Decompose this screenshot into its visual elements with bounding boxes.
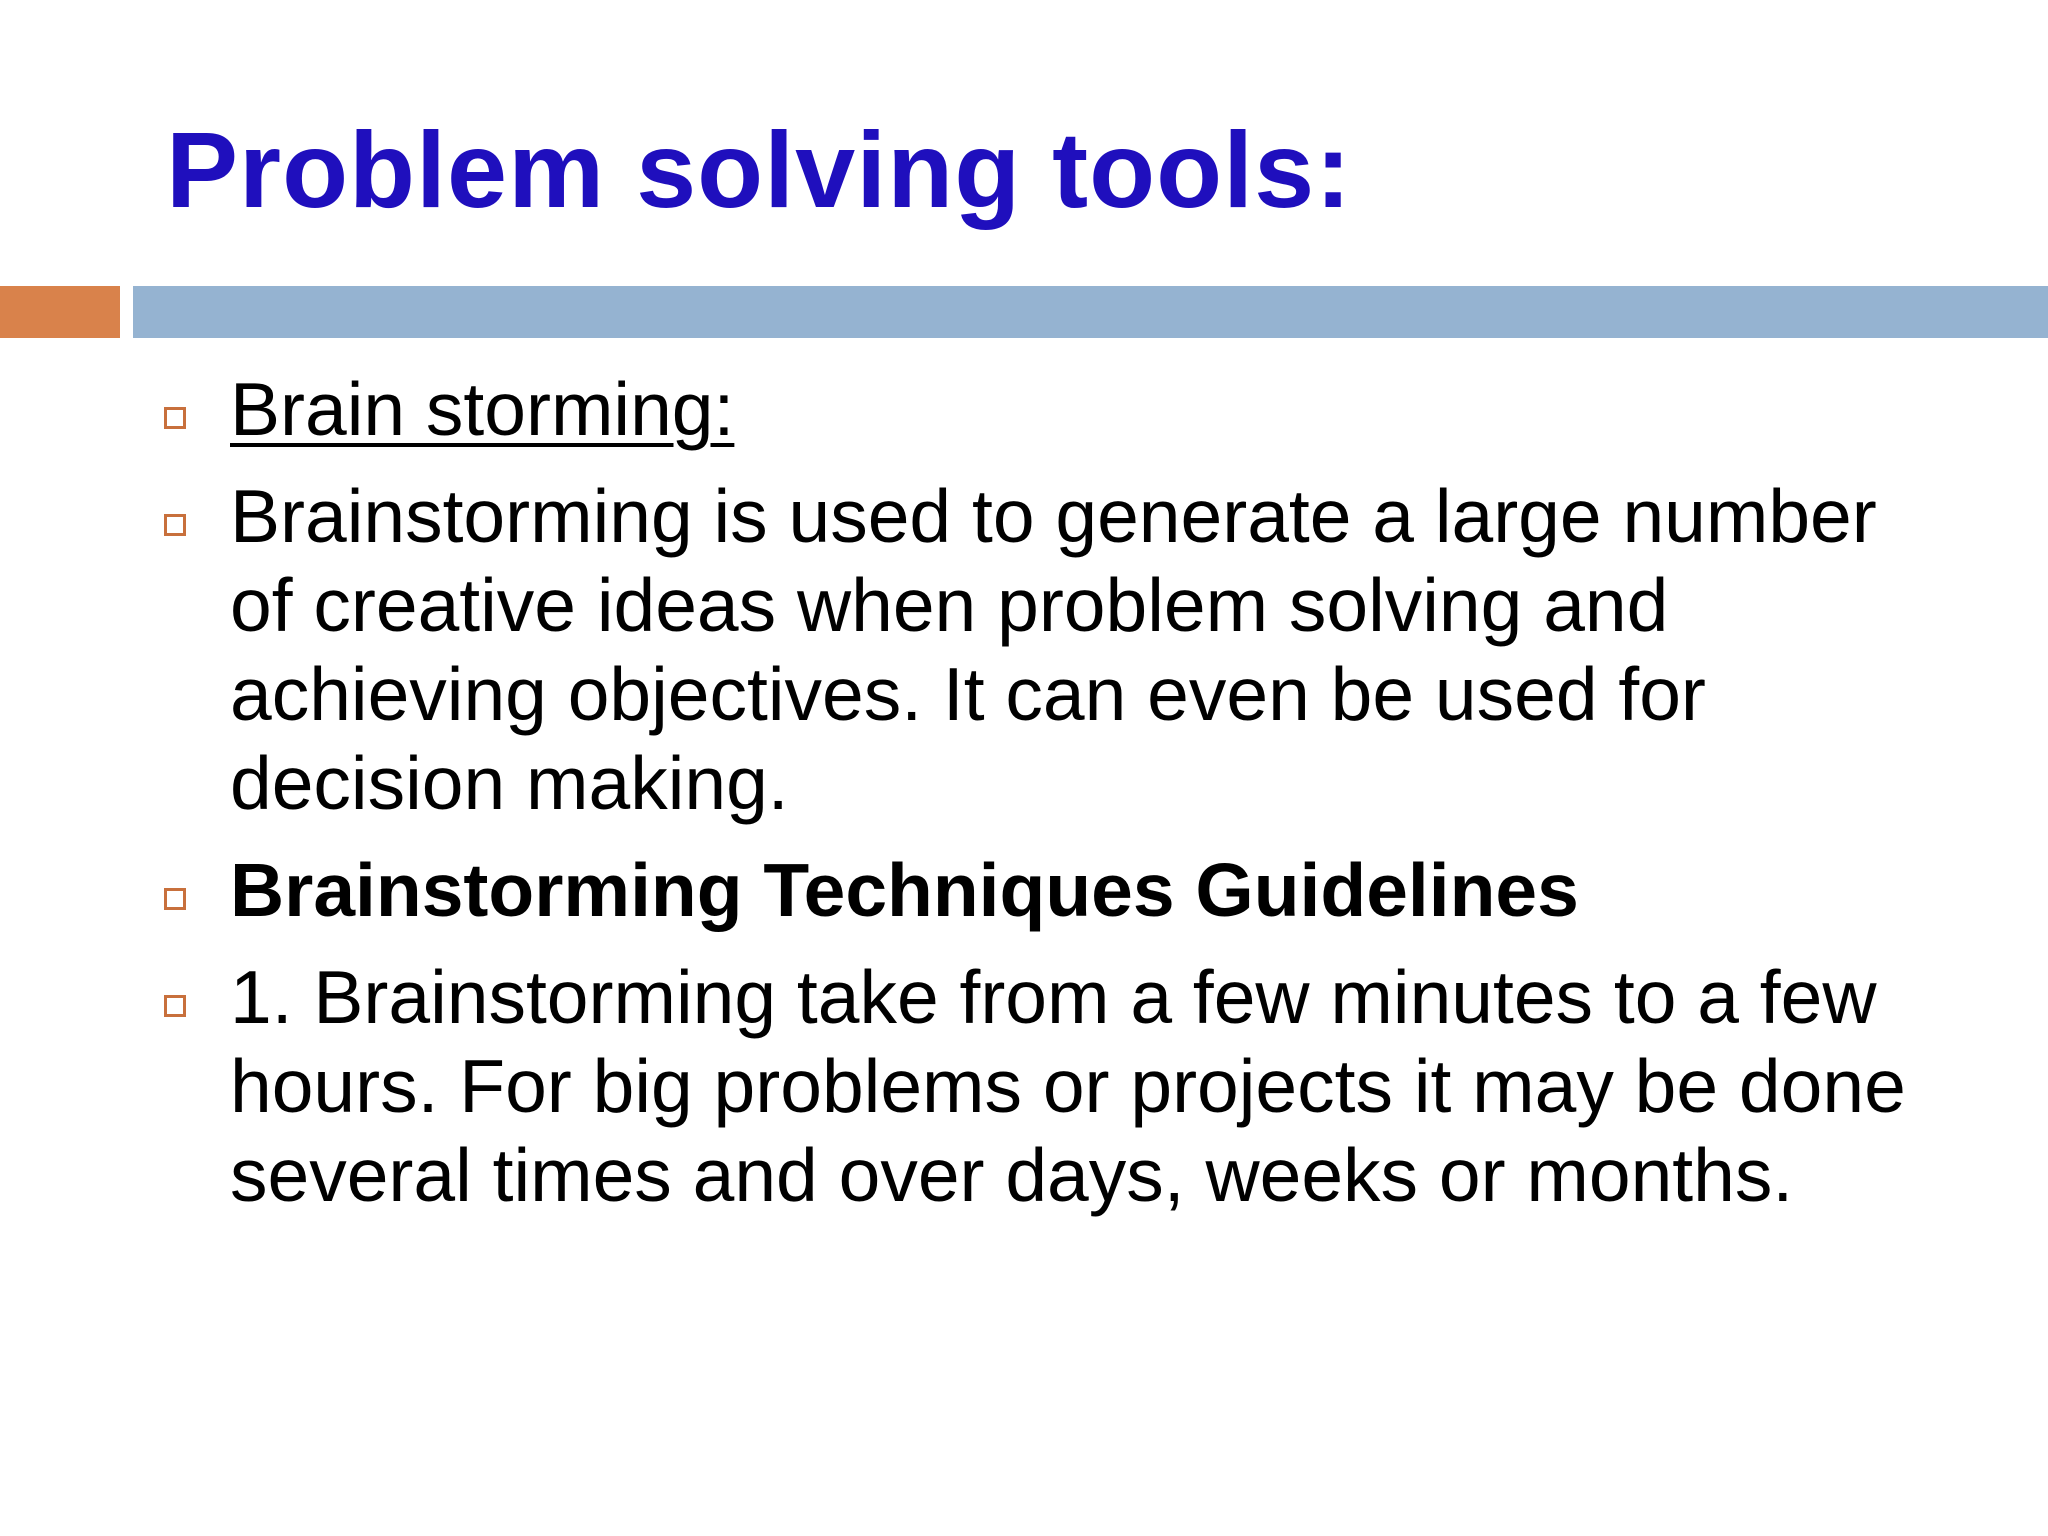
bullet-item-guidelines: [158, 846, 1958, 935]
bullet-item-brain-storming: [158, 365, 1958, 454]
bullet-item-guideline-1: [158, 953, 1958, 1220]
slide-title: Problem solving tools:: [166, 109, 1353, 230]
title-divider-bar: [133, 286, 2048, 338]
square-bullet-icon: [164, 514, 186, 536]
square-bullet-icon: [164, 407, 186, 429]
bullet-list: [158, 365, 1958, 1238]
bullet-text-guideline-1: 1. Brainstorming take from a few minutes to a few hours. For big problems or projects it may be done several times and over days, weeks or months.: [230, 955, 1906, 1217]
bullet-text-definition: Brainstorming is used to generate a large number of creative ideas when problem solving and achieving objectives. It can even be used for decision making.: [230, 474, 1877, 825]
bullet-heading-guidelines: Brainstorming Techniques Guidelines: [230, 848, 1579, 932]
square-bullet-icon: [164, 888, 186, 910]
bullet-heading-brain-storming: Brain storming:: [230, 367, 735, 451]
bullet-item-definition: [158, 472, 1958, 828]
square-bullet-icon: [164, 995, 186, 1017]
title-divider-accent: [0, 286, 120, 338]
